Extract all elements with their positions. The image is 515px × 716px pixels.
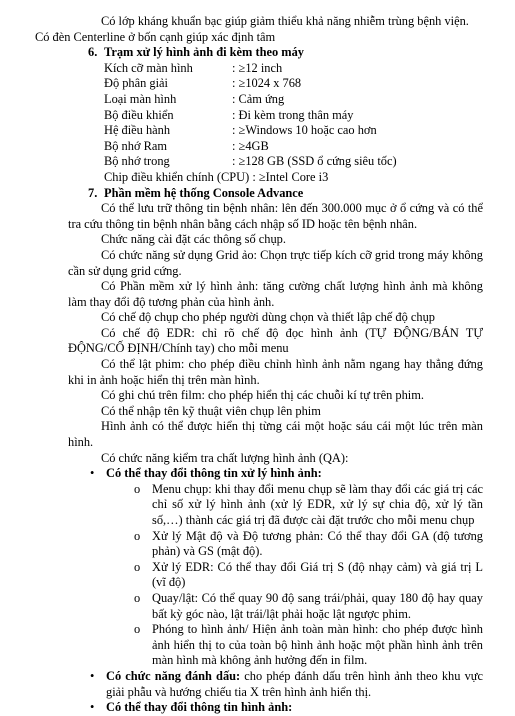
sub-item — [134, 529, 483, 560]
para-image-processing: Có Phần mềm xử lý hình ảnh: tăng cường chất lượng hình ảnh mà không làm thay đổi độ tương phản của hình ảnh. — [68, 279, 483, 309]
para-qa: Có chức năng kiểm tra chất lượng hình ảnh (QA): — [101, 450, 349, 465]
spec-value: : ≥128 GB (SSD ổ cứng siêu tốc) — [232, 154, 397, 169]
spec-cpu: Chip điều khiển chính (CPU) : ≥Intel Core i3 — [104, 169, 329, 184]
section-7-number: 7. — [88, 185, 98, 200]
sub-item-text: Quay/lật: Có thể quay 90 độ sang trái/phải, quay 180 độ hay quay bất kỳ góc nào, lật trái/lật phải hoặc lật ngược phim. — [152, 590, 483, 621]
spec-row — [104, 154, 483, 170]
spec-key: Bộ nhớ trong — [104, 154, 170, 169]
spec-row — [104, 61, 483, 77]
spec-value: : ≥1024 x 768 — [232, 76, 302, 91]
bullet-title: Có thể thay đổi thông tin xử lý hình ảnh: — [106, 466, 322, 481]
sub-item-text: Menu chụp: khi thay đổi menu chụp sẽ làm thay đổi các giá trị các chỉ số xử lý hình ảnh (xử lý EDR, xử lý sự chia độ, xử lý tần số,…) thành các giá trị đã được cài đặt trước cho mỗi menu chụp — [152, 481, 483, 527]
sub-item-text: Xử lý Mật độ và Độ tương phản: Có thể thay đổi GA (độ tương phản) và GS (mật độ). — [152, 528, 483, 559]
spec-key: Hệ điều hành — [104, 123, 171, 138]
spec-value: : ≥4GB — [232, 138, 269, 153]
spec-row — [104, 123, 483, 139]
circle-bullet-icon: o — [134, 528, 141, 543]
bullet-item — [86, 700, 483, 716]
spec-row — [104, 76, 483, 92]
bullet-title: Có chức năng đánh dấu: — [106, 668, 241, 683]
section-6-number: 6. — [88, 45, 98, 60]
spec-value: : Đi kèm trong thân máy — [232, 107, 354, 122]
spec-value: : Cảm ứng — [232, 91, 285, 106]
sub-item-text: Phóng to hình ảnh/ Hiện ảnh toàn màn hình: cho phép được hình ảnh hiển thị to của toàn bộ hình ảnh hoặc một phần hình ảnh trên màn hình mà không ảnh hưởng đến in film. — [152, 622, 483, 668]
circle-bullet-icon: o — [134, 481, 141, 496]
spec-value: : ≥12 inch — [232, 60, 283, 75]
section-6-title: Trạm xử lý hình ảnh đi kèm theo máy — [104, 45, 304, 60]
spec-value: : ≥Windows 10 hoặc cao hơn — [232, 123, 377, 138]
bullet-icon: • — [90, 668, 95, 683]
circle-bullet-icon: o — [134, 559, 141, 574]
bullet-text: cho phép đánh dấu trên hình ảnh theo khu vực giải phẫu và hướng chiếu tia X trên hình ảnh hiển thị. — [106, 668, 483, 699]
intro-line-1: Có lớp kháng khuẩn bạc giúp giảm thiểu khả năng nhiễm trùng bệnh viện. — [101, 14, 469, 28]
spec-key: Loại màn hình — [104, 91, 177, 106]
para-capture-mode: Có chế độ chụp cho phép người dùng chọn và thiết lập chế độ chụp — [101, 310, 435, 325]
spec-row — [104, 139, 483, 155]
section-7-heading — [88, 186, 483, 202]
bullet-icon: • — [90, 466, 95, 481]
para-storage: Có thể lưu trữ thông tin bệnh nhân: lên đến 300.000 mục ở ổ cứng và có thể tra cứu thông tin bệnh nhân bằng cách nhập số ID hoặc tên bệnh nhân. — [68, 201, 483, 231]
section-6-heading — [88, 45, 483, 61]
bullet-icon: • — [90, 700, 95, 715]
spec-list — [68, 61, 483, 186]
sub-item — [134, 482, 483, 529]
sub-item — [134, 560, 483, 591]
spec-key: Kích cỡ màn hình — [104, 60, 193, 75]
para-film-notes: Có ghi chú trên film: cho phép hiển thị các chuỗi kí tự trên phim. — [101, 388, 424, 403]
para-virtual-grid: Có chức năng sử dụng Grid ảo: Chọn trực tiếp kích cỡ grid trong máy không cần sử dụng grid cứng. — [68, 247, 483, 278]
circle-bullet-icon: o — [134, 622, 141, 637]
bullet-title: Có thể thay đổi thông tin hình ảnh: — [106, 700, 293, 715]
sub-item-text: Xử lý EDR: Có thể thay đổi Giá trị S (độ nhạy cảm) và giá trị L (vĩ độ) — [152, 559, 483, 590]
spec-key: Độ phân giải — [104, 76, 169, 91]
bullet-item — [86, 466, 483, 482]
section-7-title: Phần mềm hệ thống Console Advance — [104, 185, 304, 200]
bullet-item — [86, 669, 483, 700]
spec-row — [104, 92, 483, 108]
sub-item — [134, 591, 483, 622]
para-settings: Chức năng cài đặt các thông số chụp. — [101, 232, 286, 247]
sub-item — [134, 622, 483, 669]
circle-bullet-icon: o — [134, 590, 141, 605]
spec-key: Bộ nhớ Ram — [104, 138, 167, 153]
spec-key: Bộ điều khiển — [104, 107, 174, 122]
para-flip: Có thể lật phim: cho phép điều chỉnh hình ảnh nằm ngang hay thẳng đứng khi in ảnh hoặc hiển thị trên màn hình. — [68, 357, 483, 387]
para-edr: Có chế độ EDR: chỉ rõ chế độ đọc hình ảnh (TỰ ĐỘNG/BÁN TỰ ĐỘNG/CỐ ĐỊNH/Chính tay) cho mỗi menu — [68, 325, 483, 356]
para-technician: Có thể nhập tên kỹ thuật viên chụp lên phim — [101, 403, 321, 418]
intro-line-2: Có đèn Centerline ở bốn cạnh giúp xác định tâm — [35, 29, 276, 44]
para-display: Hình ảnh có thể được hiển thị từng cái một hoặc sáu cái một lúc trên màn hình. — [68, 419, 483, 450]
spec-row — [104, 108, 483, 124]
